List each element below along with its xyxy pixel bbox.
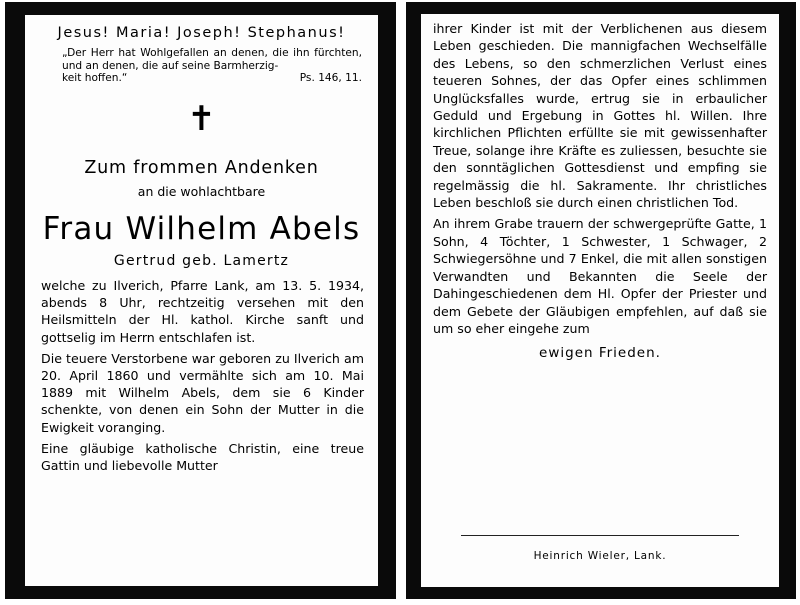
printer-imprint: Heinrich Wieler, Lank. [533, 550, 667, 562]
invocation-header: Jesus! Maria! Joseph! Stephanus! [57, 25, 346, 41]
memorial-subtitle: an die wohlachtbare [137, 184, 266, 199]
left-paragraph-3: Eine gläubige katholische Christin, eine treue Gattin und liebevolle Mutter [41, 440, 364, 474]
bible-verse: „Der Herr hat Wohlgefallen an denen, die ihn fürchten, und an denen, die auf seine Barmherzig- [62, 47, 362, 72]
left-paragraph-1: welche zu Ilverich, Pfarre Lank, am 13. 5. 1934, abends 8 Uhr, rechtzeitig versehen mit den Heilsmitteln der Hl. kathol. Kirche sanft und gottselig im Herrn entschlafen ist. [41, 278, 364, 345]
bible-verse-end [62, 72, 362, 84]
card-left-panel [25, 15, 378, 586]
memorial-card-right [406, 2, 796, 599]
printer-divider [461, 535, 739, 536]
bible-verse-reference: Ps. 146, 11. [299, 72, 362, 84]
closing-line: ewigen Frieden. [539, 345, 661, 362]
cross-icon: ✝ [187, 99, 216, 139]
memorial-card-left [5, 2, 396, 599]
right-paragraph-2: An ihrem Grabe trauern der schwergeprüfte Gatte, 1 Sohn, 4 Töchter, 1 Schwester, 1 Schwager, 2 Schwiegersöhne und 7 Enkel, die mit allen sonstigen Verwandten und Bekannten die Seele der Dahingeschiedenen dem Hl. Opfer der Priester und dem Gebete der Gläubigen empfehlen, auf daß sie um so eher eingehe zum [433, 216, 767, 336]
left-paragraph-2: Die teuere Verstorbene war geboren zu Ilverich am 20. April 1860 und vermählte sich am 10. Mai 1889 mit Wilhelm Abels, dem sie 6 Kinder schenkte, von denen ein Sohn der Mutter in die Ewigkeit voranging. [41, 350, 364, 435]
maiden-name: Gertrud geb. Lamertz [113, 253, 290, 269]
left-body-text [41, 277, 364, 474]
deceased-name: Frau Wilhelm Abels [42, 211, 361, 247]
bible-verse-last-line: keit hoffen.“ [62, 72, 128, 84]
right-body-text [433, 20, 767, 337]
memorial-title: Zum frommen Andenken [84, 158, 319, 178]
right-paragraph-1: ihrer Kinder ist mit der Verblichenen aus diesem Leben geschieden. Die mannigfachen Wechselfälle des Lebens, so den schmerzlichen Verlust eines teueren Sohnes, der das Opfer eines schlimmen Unglücksfalles wurde, ertrug sie in erbaulicher Geduld und Ergebung in Gottes hl. Willen. Ihre kirchlichen Pflichten erfüllte sie mit gewissenhafter Treue, solange ihre Kräfte es zuliessen, besuchte sie den sonntäglichen Gottesdienst und empfing sie regelmässig die hl. Sakramente. Ihr christliches Leben beschloß sie durch einen christlichen Tod. [433, 21, 767, 211]
card-right-panel [421, 14, 779, 587]
